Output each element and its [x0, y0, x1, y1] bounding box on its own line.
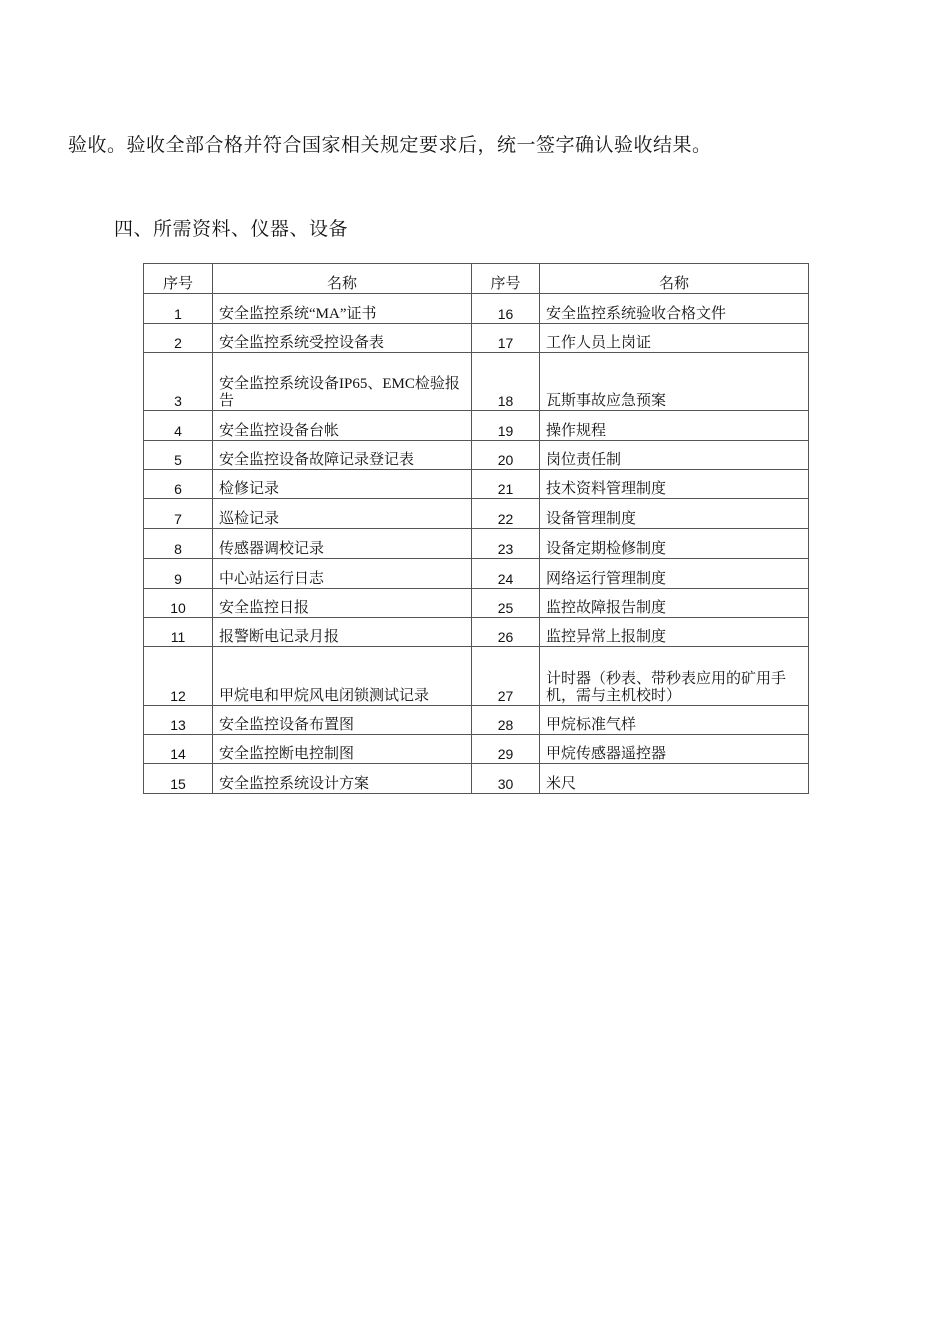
row-number: 18: [472, 353, 540, 411]
row-item-name: 甲烷标准气样: [540, 706, 809, 735]
table-row: [144, 589, 809, 618]
table-row: [144, 470, 809, 499]
header-cell: 名称: [213, 264, 472, 294]
row-number: 14: [144, 735, 213, 764]
table-row: [144, 618, 809, 647]
row-item-name: 米尺: [540, 764, 809, 794]
header-cell: 序号: [144, 264, 213, 294]
row-item-name: 报警断电记录月报: [213, 618, 472, 647]
row-item-name: 安全监控设备台帐: [213, 411, 472, 441]
row-number: 21: [472, 470, 540, 499]
row-number: 24: [472, 559, 540, 589]
row-item-name: 安全监控日报: [213, 589, 472, 618]
table-row: [144, 529, 809, 559]
row-number: 15: [144, 764, 213, 794]
row-item-name: 安全监控设备故障记录登记表: [213, 441, 472, 470]
row-item-name: 检修记录: [213, 470, 472, 499]
row-item-name: 安全监控系统设计方案: [213, 764, 472, 794]
section-heading: 四、所需资料、仪器、设备: [114, 218, 349, 240]
row-item-name: 计时器（秒表、带秒表应用的矿用手机，需与主机校时）: [540, 647, 809, 706]
table-row: [144, 706, 809, 735]
row-number: 16: [472, 294, 540, 324]
row-item-name: 安全监控设备布置图: [213, 706, 472, 735]
table-row: [144, 764, 809, 794]
table-row: [144, 647, 809, 706]
row-number: 8: [144, 529, 213, 559]
row-number: 29: [472, 735, 540, 764]
row-number: 7: [144, 499, 213, 529]
row-item-name: 网络运行管理制度: [540, 559, 809, 589]
table-header-row: [144, 264, 809, 294]
row-number: 20: [472, 441, 540, 470]
row-number: 10: [144, 589, 213, 618]
table-row: [144, 294, 809, 324]
row-item-name: 安全监控系统“MA”证书: [213, 294, 472, 324]
row-item-name: 技术资料管理制度: [540, 470, 809, 499]
row-number: 13: [144, 706, 213, 735]
table-row: [144, 353, 809, 411]
equipment-table: [143, 263, 809, 794]
row-number: 17: [472, 324, 540, 353]
row-item-name: 岗位责任制: [540, 441, 809, 470]
table-row: [144, 441, 809, 470]
row-number: 26: [472, 618, 540, 647]
table-row: [144, 735, 809, 764]
row-number: 23: [472, 529, 540, 559]
row-item-name: 中心站运行日志: [213, 559, 472, 589]
row-item-name: 安全监控断电控制图: [213, 735, 472, 764]
row-item-name: 甲烷电和甲烷风电闭锁测试记录: [213, 647, 472, 706]
row-item-name: 瓦斯事故应急预案: [540, 353, 809, 411]
row-number: 25: [472, 589, 540, 618]
row-number: 3: [144, 353, 213, 411]
row-number: 19: [472, 411, 540, 441]
row-item-name: 安全监控系统设备IP65、EMC检验报告: [213, 353, 472, 411]
header-cell: 名称: [540, 264, 809, 294]
row-item-name: 监控故障报告制度: [540, 589, 809, 618]
table-row: [144, 411, 809, 441]
row-item-name: 传感器调校记录: [213, 529, 472, 559]
row-number: 1: [144, 294, 213, 324]
row-number: 11: [144, 618, 213, 647]
row-item-name: 操作规程: [540, 411, 809, 441]
row-number: 4: [144, 411, 213, 441]
row-number: 5: [144, 441, 213, 470]
row-number: 6: [144, 470, 213, 499]
row-number: 12: [144, 647, 213, 706]
row-number: 30: [472, 764, 540, 794]
row-item-name: 监控异常上报制度: [540, 618, 809, 647]
row-number: 28: [472, 706, 540, 735]
body-paragraph: 验收。验收全部合格并符合国家相关规定要求后，统一签字确认验收结果。: [68, 134, 712, 156]
row-item-name: 工作人员上岗证: [540, 324, 809, 353]
row-item-name: 甲烷传感器遥控器: [540, 735, 809, 764]
table-row: [144, 324, 809, 353]
header-cell: 序号: [472, 264, 540, 294]
table-row: [144, 499, 809, 529]
row-number: 27: [472, 647, 540, 706]
row-item-name: 巡检记录: [213, 499, 472, 529]
row-item-name: 安全监控系统验收合格文件: [540, 294, 809, 324]
row-item-name: 安全监控系统受控设备表: [213, 324, 472, 353]
row-number: 9: [144, 559, 213, 589]
row-item-name: 设备定期检修制度: [540, 529, 809, 559]
table-row: [144, 559, 809, 589]
row-number: 22: [472, 499, 540, 529]
row-item-name: 设备管理制度: [540, 499, 809, 529]
row-number: 2: [144, 324, 213, 353]
